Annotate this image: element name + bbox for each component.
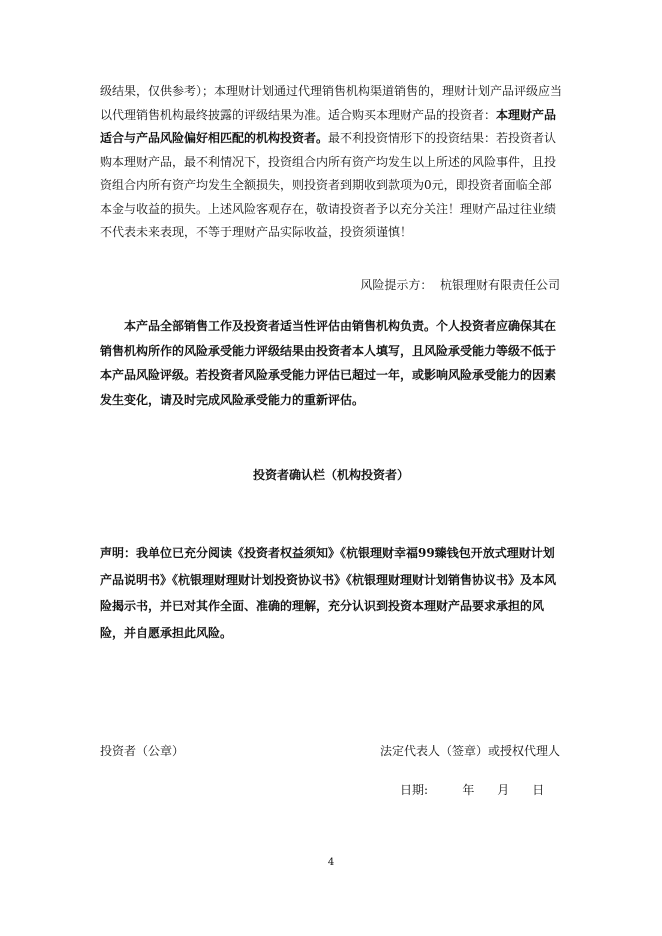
date-year: 年: [462, 783, 475, 797]
confirmation-heading: 投资者确认栏（机构投资者）: [252, 468, 409, 482]
date-label: 日期:: [400, 783, 429, 797]
page-number: 4: [327, 857, 335, 868]
date-line: [400, 781, 544, 799]
risk-text-part3: 最不利投资情形下的投资结果：若投资者认购本理财产品，最不利情况下，投资组合内所有资产均发生以上所述的风险事件，且投资组合内所有资产均发生全额损失，则投资者到期收到款项为0元，即投资者面临全部本金与收益的损失。上述风险客观存在，敬请投资者予以充分关注！理财产品过往业绩不代表未来表现，不等于理财产品实际收益，投资须谨慎！: [100, 131, 557, 239]
representative-signature-label: 法定代表人（签章）或授权代理人: [380, 744, 561, 758]
date-day: 日: [532, 783, 545, 797]
sales-notice-paragraph: 本产品全部销售工作及投资者适当性评估由销售机构负责。个人投资者应确保其在销售机构所作的风险承受能力评级结果由投资者本人填写，且风险承受能力等级不低于本产品风险评级。若投资者风险承受能力评估已超过一年，或影响风险承受能力的因素发生变化，请及时完成风险承受能力的重新评估。: [100, 319, 557, 407]
investor-seal-label: 投资者（公章）: [100, 744, 185, 758]
risk-notifier-company: 杭银理财有限责任公司: [439, 278, 560, 292]
risk-notifier-signoff: [360, 276, 560, 294]
risk-text-part1: 级结果，仅供参考）；本理财计划通过代理销售机构渠道销售的，理财计划产品评级应当以代理销售机构最终披露的评级结果为准。适合购买本理财产品的投资者：: [100, 84, 563, 122]
risk-notifier-label: 风险提示方：: [360, 278, 433, 292]
suitable-investor-statement: 本理财产品适合与产品风险偏好相匹配的机构投资者。: [100, 107, 557, 145]
date-month: 月: [497, 783, 510, 797]
declaration-paragraph: 声明：我单位已充分阅读《投资者权益须知》《杭银理财幸福99臻钱包开放式理财计划产品说明书》《杭银理财理财计划投资协议书》《杭银理财理财计划销售协议书》及本风险揭示书，并已对其作全面、准确的理解，充分认识到投资本理财产品要求承担的风险，并自愿承担此风险。: [100, 546, 557, 640]
risk-disclosure-paragraph: [100, 80, 562, 245]
